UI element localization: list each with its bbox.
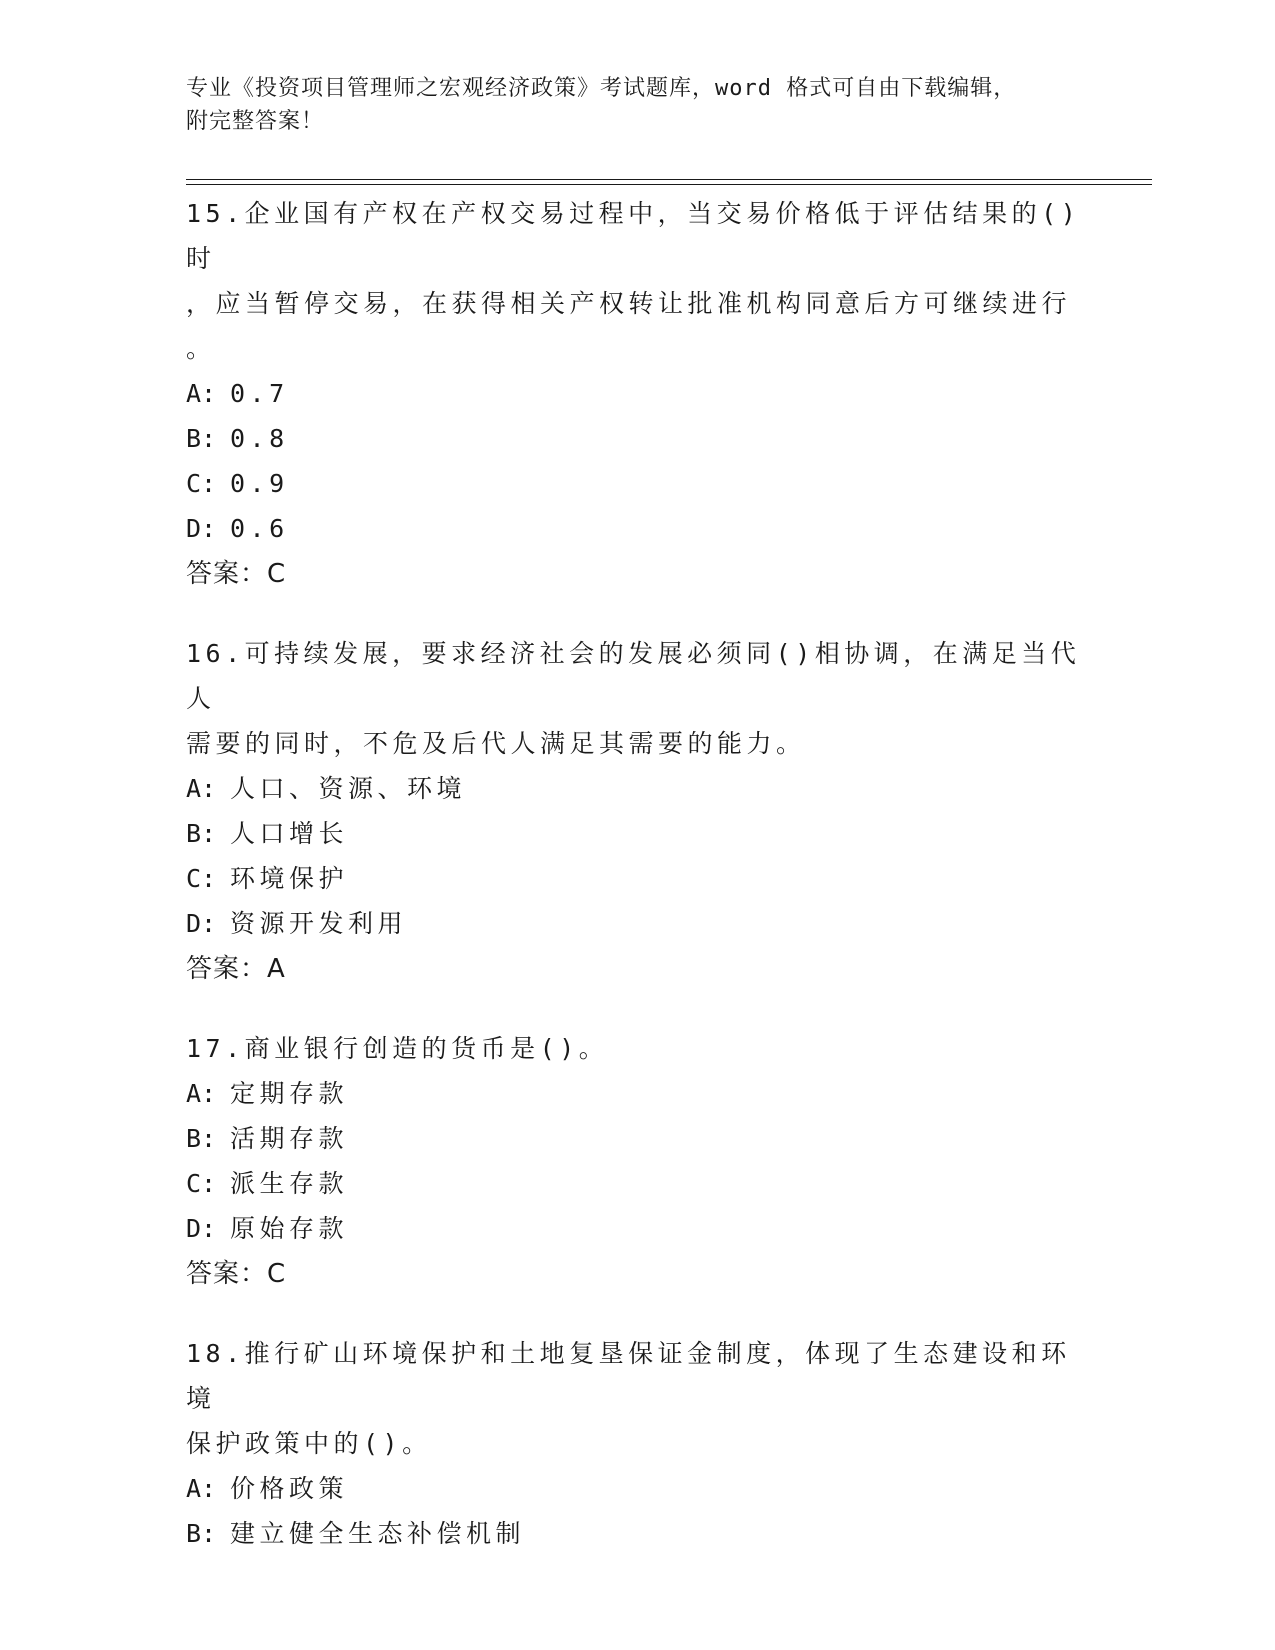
question-16-line-1: 16.可持续发展，要求经济社会的发展必须同()相协调，在满足当代人	[186, 639, 1081, 713]
question-15-option-c	[186, 461, 1086, 506]
question-15-answer: 答案：C	[186, 559, 287, 589]
option-letter: A:	[186, 1474, 217, 1503]
question-17-option-c	[186, 1161, 1086, 1206]
header-line-2: 附完整答案！	[186, 109, 325, 134]
option-letter: B:	[186, 1519, 217, 1548]
option-text: 人口增长	[230, 819, 349, 848]
question-15-line-1: 15.企业国有产权在产权交易过程中，当交易价格低于评估结果的()时	[186, 199, 1081, 273]
option-letter: C:	[186, 469, 217, 498]
header-divider-top	[186, 179, 1152, 180]
question-16	[186, 631, 1086, 992]
question-16-line-2: 需要的同时，不危及后代人满足其需要的能力。	[186, 729, 806, 758]
option-letter: B:	[186, 424, 217, 453]
option-text: 定期存款	[230, 1079, 349, 1108]
question-18	[186, 1331, 1086, 1556]
question-17-option-d	[186, 1206, 1086, 1251]
option-text: 0.7	[230, 379, 289, 408]
question-16-option-c	[186, 856, 1086, 901]
question-15-line-2: ，应当暂停交易，在获得相关产权转让批准机构同意后方可继续进行	[186, 289, 1072, 318]
option-text: 人口、资源、环境	[230, 774, 467, 803]
option-letter: C:	[186, 1169, 217, 1198]
question-18-line-2: 保护政策中的()。	[186, 1429, 432, 1458]
option-text: 活期存款	[230, 1124, 349, 1153]
question-15-line-3: 。	[186, 334, 216, 363]
question-16-option-b	[186, 811, 1086, 856]
option-letter: B:	[186, 819, 217, 848]
question-17	[186, 1026, 1086, 1297]
header-line-1: 专业《投资项目管理师之宏观经济政策》考试题库，word 格式可自由下载编辑，	[186, 76, 1017, 101]
option-text: 0.9	[230, 469, 289, 498]
option-letter: A:	[186, 774, 217, 803]
option-text: 价格政策	[230, 1474, 349, 1503]
option-text: 0.6	[230, 514, 289, 543]
option-letter: D:	[186, 514, 217, 543]
question-17-answer: 答案：C	[186, 1259, 287, 1289]
question-16-option-a	[186, 766, 1086, 811]
question-18-option-a	[186, 1466, 1086, 1511]
question-16-answer: 答案：A	[186, 954, 286, 984]
option-letter: A:	[186, 379, 217, 408]
question-17-line-1: 17.商业银行创造的货币是()。	[186, 1034, 609, 1063]
question-18-line-1: 18.推行矿山环境保护和土地复垦保证金制度，体现了生态建设和环境	[186, 1339, 1071, 1413]
question-15-option-d	[186, 506, 1086, 551]
question-15-option-a	[186, 371, 1086, 416]
document-header	[186, 72, 1066, 138]
option-letter: B:	[186, 1124, 217, 1153]
question-16-option-d	[186, 901, 1086, 946]
question-18-option-b	[186, 1511, 1086, 1556]
option-letter: C:	[186, 864, 217, 893]
question-17-option-a	[186, 1071, 1086, 1116]
option-letter: D:	[186, 1214, 217, 1243]
option-text: 0.8	[230, 424, 289, 453]
option-letter: D:	[186, 909, 217, 938]
header-divider-bottom	[186, 184, 1152, 185]
option-text: 资源开发利用	[230, 909, 408, 938]
question-15	[186, 191, 1086, 597]
question-17-option-b	[186, 1116, 1086, 1161]
question-15-option-b	[186, 416, 1086, 461]
option-text: 派生存款	[230, 1169, 349, 1198]
option-text: 建立健全生态补偿机制	[230, 1519, 526, 1548]
option-text: 原始存款	[230, 1214, 349, 1243]
question-list	[186, 191, 1086, 1590]
option-text: 环境保护	[230, 864, 349, 893]
option-letter: A:	[186, 1079, 217, 1108]
